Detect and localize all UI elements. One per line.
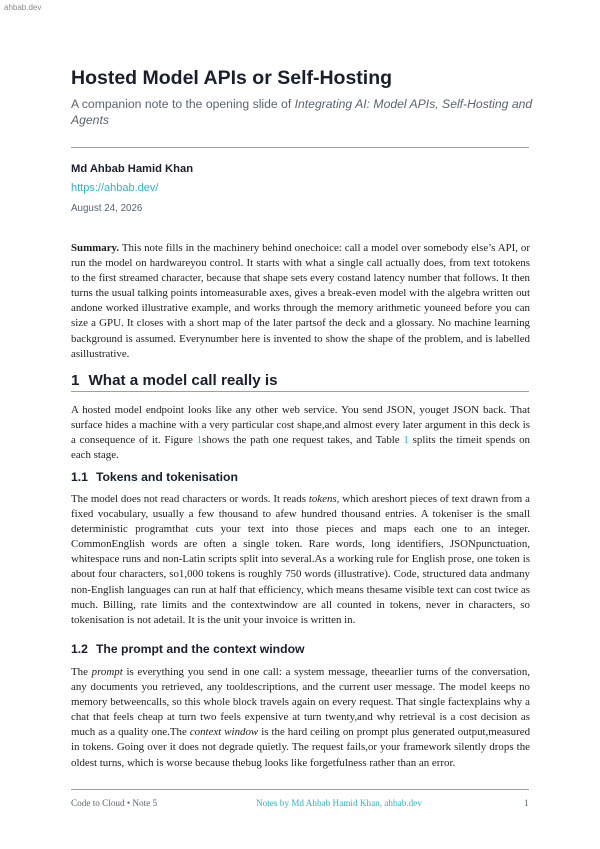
subtitle-italic: Integrating AI: Model APIs, Self-Hosting and Agents xyxy=(71,97,533,127)
subsection-number: 1.1 xyxy=(71,470,88,484)
section-heading-1 xyxy=(71,372,278,389)
paragraph-text: , which areshort pieces of text drawn from a fixed vocabulary, usually a few thousand to afew hundred thousand entries. A tokeniser is the small deterministic programthat cuts your text into those pieces and maps each one to an integer. CommonEnglish words are often a single token. Rare words, long identifiers, JSONpunctuation, whitespace runs and non-Latin scripts split into several.As a working rule for English prose, one token is about four characters, so1,000 tokens is roughly 750 words (illustrative). Code, structured data andmany non-English languages can run at half that efficiency, which means thesame visible text can cost twice as much. Billing, rate limits and the contextwindow are all counted in tokens, never in characters, so tokenisation is not adetail. It is the unit your invoice is written in. xyxy=(71,493,530,626)
table-ref-link[interactable]: 1 xyxy=(403,434,409,447)
title-divider xyxy=(71,147,529,148)
footer-series-label: Code to Cloud • Note 5 xyxy=(71,798,158,808)
subsection-title: Tokens and tokenisation xyxy=(95,470,238,484)
author-name: Md Ahbab Hamid Khan xyxy=(71,163,194,175)
figure-ref-link[interactable]: 1 xyxy=(196,434,203,447)
section-number: 1 xyxy=(71,372,80,389)
summary-text: This note fills in the machinery behind onechoice: call a model over somebody else’s API, or run the model on hardwareyou control. It starts with what a single call actually does, from text totokens to the first streamed character, because that shape sets every costand latency number that follows. It then turns the usual talking points intomeasurable axes, gives a break-even model with the algebra written out andone worked illustrative example, and works through the memory arithmetic youneed before you can size a GPU. It closes with a short map of the later partsof the deck and a glossary. No machine learning background is assumed. Everynumber here is invented to show the shape of the problem, and is labelled asillustrative. xyxy=(71,242,530,360)
paragraph-text: is the hard ceiling on prompt plus generated output,measured in tokens. Going over it does not degrade quietly. The request fails,or your framework silently drops the oldest turns, which is worse because thebug looks like forgetfulness rather than an error. xyxy=(71,726,531,769)
summary-label: Summary. xyxy=(71,242,120,254)
paragraph-text: The xyxy=(71,666,92,678)
summary-paragraph xyxy=(71,241,530,362)
publication-date: August 24, 2026 xyxy=(71,203,143,214)
paragraph-text: A hosted model endpoint looks like any other web service. You send JSON, youget JSON back. That surface hides a machine with a very particular cost shape,and almost every later argument in this deck is a consequence of it. Figure xyxy=(71,404,530,447)
paragraph-text: splits the timeit spends on each stage. xyxy=(71,434,530,462)
paragraph-text: is everything you send in one call: a system message, theearlier turns of the conversation, any documents you retrieved, any tooldescriptions, and the current user message. The model keeps no memory betweencalls, so this whole block travels again on every request. That single factexplains why a chat that feels cheap at turn two feels expensive at turn twenty,and why retrieval is a cost decision as much as a quality one.The xyxy=(71,666,530,739)
paragraph-text: shows the path one request takes, and Table xyxy=(202,434,404,447)
subsection-1-2-paragraph xyxy=(71,665,530,771)
page-subtitle xyxy=(71,96,541,128)
subsection-title: The prompt and the context window xyxy=(95,642,305,656)
footer-divider xyxy=(71,789,529,790)
paragraph-text: The model does not read characters or words. It reads xyxy=(71,493,309,505)
section-divider xyxy=(71,391,529,392)
subsection-number: 1.2 xyxy=(71,642,88,656)
section-1-paragraph xyxy=(71,403,530,463)
page-title: Hosted Model APIs or Self-Hosting xyxy=(71,67,393,89)
corner-url: ahbab.dev xyxy=(4,3,42,12)
section-title: What a model call really is xyxy=(88,372,278,389)
footer-author-link[interactable]: Notes by Md Ahbab Hamid Khan, ahbab.dev xyxy=(256,798,422,808)
subtitle-prefix: A companion note to the opening slide of xyxy=(71,97,295,111)
subsection-1-1-paragraph xyxy=(71,492,530,628)
subsection-heading-1-1 xyxy=(71,470,238,484)
subsection-heading-1-2 xyxy=(71,642,305,656)
emphasis-text: prompt xyxy=(91,666,123,678)
emphasis-text: tokens xyxy=(308,493,337,505)
page-number: 1 xyxy=(524,798,529,808)
emphasis-text: context window xyxy=(189,726,259,739)
author-url-link[interactable]: https://ahbab.dev/ xyxy=(71,182,159,194)
